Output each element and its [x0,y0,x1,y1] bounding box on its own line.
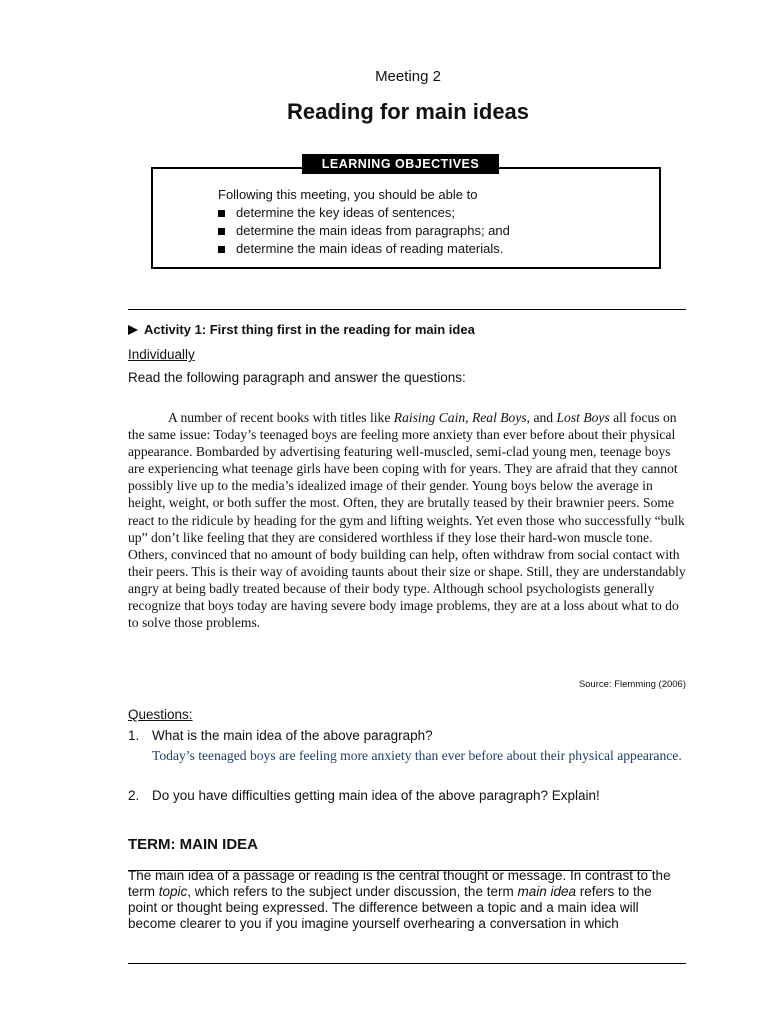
book-title: Real Boys [471,410,527,425]
question-item [128,727,433,744]
meeting-number: Meeting 2 [375,68,441,85]
question-list [128,727,433,744]
objective-item [218,222,510,240]
footer-divider [128,963,686,964]
paragraph-text: A number of recent books with titles like [168,410,394,425]
term-heading: TERM: MAIN IDEA [128,836,258,853]
question-number: 2. [128,788,140,803]
emphasis-text: main idea [517,884,577,899]
objective-text: determine the key ideas of sentences; [236,205,455,220]
objectives-intro: Following this meeting, you should be able to [218,187,478,202]
square-bullet-icon [218,210,225,217]
reading-paragraph [128,409,688,631]
paragraph-text: , [465,410,472,425]
page-title: Reading for main ideas [286,99,530,124]
activity-heading-text: Activity 1: First thing first in the reading for main idea [144,322,475,337]
paragraph-text: all focus on the same issue: Today’s teenaged boys are feeling more anxiety than ever before about their physical appearance. Bombarded by advertising featuring well-muscled, semi-clad young men, teenage boys are experiencing what teenage girls have been coping with for years. They are afraid that they cannot possibly live up to the media’s idealized image of their gender. Young boys below the average in height, weight, or both suffer the most. Often, they are brutally teased by their brawnier peers. Some react to the ridicule by heading for the gym and lifting weights. Yet even those who successfully “bulk up” don’t like feeling that they are considered worthless if they lose their hard-won muscle tone. Others, convinced that no amount of body building can help, often withdraw from social contact with their peers. This is their way of avoiding taunts about their size or shape. Still, they are understandably angry at being badly treated because of their body type. Although school psychologists generally recognize that boys today are having severe body image problems, they are at a loss about what to do to solve those problems. [128,410,686,631]
objective-text: determine the main ideas from paragraphs; and [236,223,510,238]
body-text: The main idea of a passage or reading is the central thought or message. In contrast to the term [128,868,671,899]
square-bullet-icon [218,246,225,253]
question-number: 1. [128,728,140,743]
questions-label: Questions: [128,707,193,722]
activity-instruction: Read the following paragraph and answer the questions: [128,370,466,385]
answer-text: Today’s teenaged boys are feeling more anxiety than ever before about their physical appearance. [152,748,682,763]
emphasis-text: topic [158,884,188,899]
objective-item [218,204,510,222]
question-text: What is the main idea of the above paragraph? [152,728,433,743]
objective-text: determine the main ideas of reading materials. [236,241,504,256]
activity-heading [128,322,475,337]
objectives-content [218,186,510,258]
objective-item [218,240,510,258]
question-text: Do you have difficulties getting main idea of the above paragraph? Explain! [152,788,600,803]
paragraph-text: , and [526,410,557,425]
square-bullet-icon [218,228,225,235]
activity-mode: Individually [128,347,195,362]
source-citation: Source: Flemming (2006) [578,679,686,690]
question-list [128,787,600,804]
body-text: refers to the point or thought being expressed. The difference between a topic and a main idea will become clearer to you if you imagine yourself overhearing a conversation in which [128,884,652,931]
objectives-label: LEARNING OBJECTIVES [302,154,499,174]
body-text: , which refers to the subject under discussion, the term [187,884,518,899]
question-item [128,787,600,804]
term-body [128,868,684,932]
play-arrow-icon [128,325,138,335]
book-title: Raising Cain [393,410,466,425]
book-title: Lost Boys [556,410,610,425]
section-divider [128,309,686,310]
